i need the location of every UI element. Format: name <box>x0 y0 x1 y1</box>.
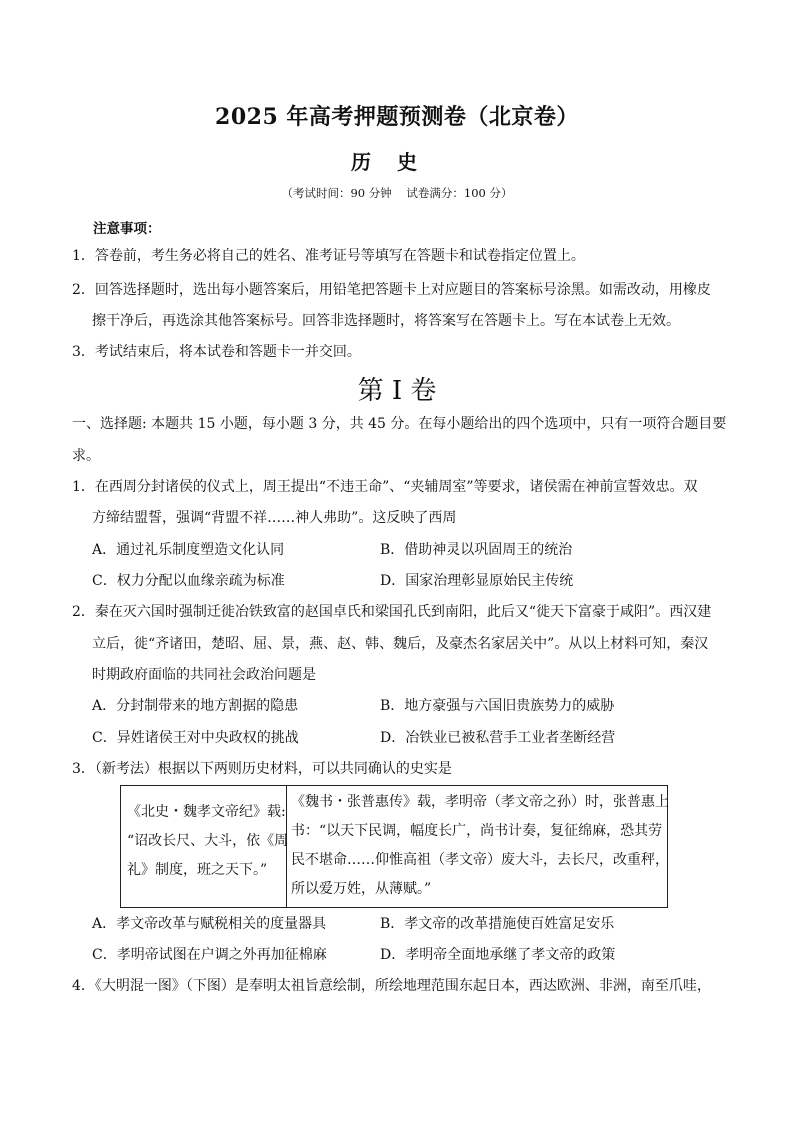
q1-option-d: D．国家治理彰显原始民主传统 <box>380 573 574 589</box>
q1-option-c: C．权力分配以血缘亲疏为标准 <box>92 573 285 589</box>
q2-stem-cont: 立后，徙“齐诸田，楚昭、屈、景，燕、赵、韩、魏后，及豪杰名家居关中”。从以上材料可知，秦汉 <box>92 636 709 652</box>
q2-option-b: B．地方豪强与六国旧贵族势力的威胁 <box>380 698 615 714</box>
exam-title: 2025 年高考押题预测卷（北京卷） <box>215 104 579 130</box>
q3-option-a: A．孝文帝改革与赋税相关的度量器具 <box>92 916 327 932</box>
q3-right-line-1: 《魏书・张普惠传》载，孝明帝（孝文帝之孙）时，张普惠上 <box>291 794 669 810</box>
notice-item-2-cont: 擦干净后，再选涂其他答案标号。回答非选择题时，将答案写在答题卡上。写在本试卷上无效。 <box>92 313 680 329</box>
q1-stem: 1．在西周分封诸侯的仪式上，周王提出“不违王命”、“夹辅周室”等要求，诸侯需在神前宣誓效忠。双 <box>72 479 698 495</box>
exam-meta: （考试时间：90 分钟 试卷满分：100 分） <box>281 186 513 200</box>
notice-title: 注意事项： <box>93 221 161 237</box>
subject-text: 历史 <box>351 150 443 174</box>
q2-option-a: A．分封制带来的地方割据的隐患 <box>92 698 299 714</box>
subject-title <box>0 146 794 175</box>
q2-stem-cont2: 时期政府面临的共同社会政治问题是 <box>92 667 316 683</box>
q2-option-d: D．冶铁业已被私营手工业者垄断经营 <box>380 730 616 746</box>
q3-left-line-3: 礼》制度，班之天下。” <box>127 862 268 878</box>
q3-option-d: D．孝明帝全面地承继了孝文帝的政策 <box>380 947 616 963</box>
notice-item-1: 1．答卷前，考生务必将自己的姓名、准考证号等填写在答题卡和试卷指定位置上。 <box>72 248 585 264</box>
notice-item-2: 2．回答选择题时，选出每小题答案后，用铅笔把答题卡上对应题目的答案标号涂黑。如需改动，用橡皮 <box>72 282 711 298</box>
volume-title: 第 I 卷 <box>357 376 437 406</box>
q3-right-line-3: 民不堪命……仰惟高祖（孝文帝）废大斗，去长尺，改重秤， <box>291 852 669 868</box>
q2-option-c: C．异姓诸侯王对中央政权的挑战 <box>92 730 299 746</box>
q3-left-line-1: 《北史・魏孝文帝纪》载: <box>127 804 286 820</box>
q3-left-line-2: “诏改长尺、大斗，依《周 <box>127 833 289 849</box>
q1-option-a: A．通过礼乐制度塑造文化认同 <box>92 542 285 558</box>
q1-stem-cont: 方缔结盟誓，强调“背盟不祥……神人弗助”。这反映了西周 <box>92 510 457 526</box>
q3-right-line-2: 书：“以天下民调，幅度长广，尚书计奏，复征绵麻，恐其劳 <box>291 823 663 839</box>
q3-material-left <box>121 786 287 907</box>
q3-stem: 3．（新考法）根据以下两则历史材料，可以共同确认的史实是 <box>72 761 452 777</box>
section-instructions: 一、选择题: 本题共 15 小题，每小题 3 分，共 45 分。在每小题给出的四个选项中，只有一项符合题目要 <box>72 416 727 432</box>
q4-stem: 4．《大明混一图》（下图）是奉明太祖旨意绘制，所绘地理范围东起日本，西达欧洲、非洲，南至爪哇， <box>72 978 711 994</box>
q2-stem: 2．秦在灭六国时强制迁徙冶铁致富的赵国卓氏和梁国孔氏到南阳，此后又“徙天下富豪于咸阳”。西汉建 <box>72 604 712 620</box>
q3-right-line-4: 所以爱万姓，从薄赋。” <box>291 881 432 897</box>
q3-option-b: B．孝文帝的改革措施使百姓富足安乐 <box>380 916 615 932</box>
section-instructions-cont: 求。 <box>72 448 100 464</box>
q1-option-b: B．借助神灵以巩固周王的统治 <box>380 542 573 558</box>
notice-item-3: 3．考试结束后，将本试卷和答题卡一并交回。 <box>72 344 361 360</box>
q3-material-table <box>120 785 668 908</box>
q3-option-c: C．孝明帝试图在户调之外再加征棉麻 <box>92 947 327 963</box>
